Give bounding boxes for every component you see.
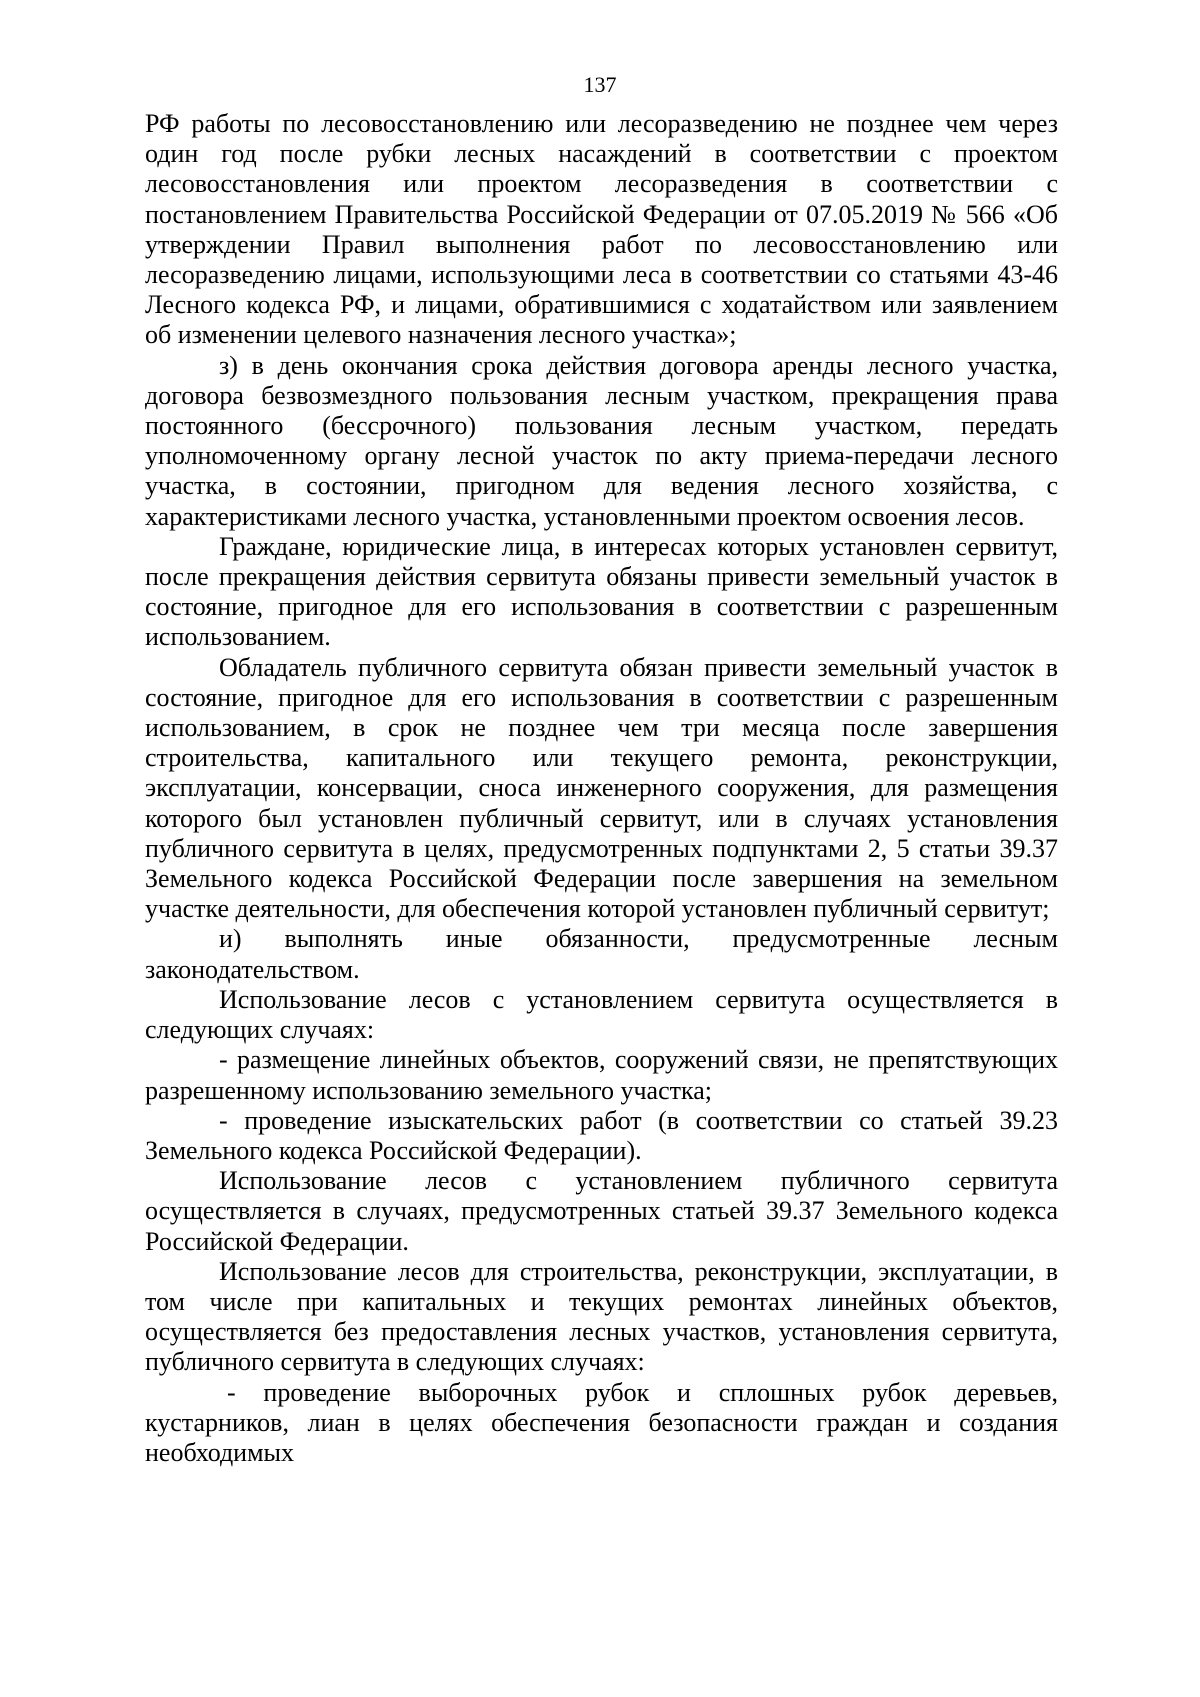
- list-item-linear-objects: - размещение линейных объектов, сооружений связи, не препятствующих разрешенному использованию земельного участка;: [145, 1045, 1058, 1105]
- paragraph-item-z: з) в день окончания срока действия договора аренды лесного участка, договора безвозмездного пользования лесным участком, прекращения права постоянного (бессрочного) пользования лесным участком, передать уполномоченному органу лесной участок по акту приема-передачи лесного участка, в состоянии, пригодном для ведения лесного хозяйства, с характеристиками лесного участка, установленными проектом освоения лесов.: [145, 350, 1058, 531]
- paragraph-servitude-obligation: Граждане, юридические лица, в интересах которых установлен сервитут, после прекращения действия сервитута обязаны привести земельный участок в состояние, пригодное для его использования в соответствии с разрешенным использованием.: [145, 531, 1058, 652]
- paragraph-public-servitude-cases: Использование лесов с установлением публичного сервитута осуществляется в случаях, предусмотренных статьей 39.37 Земельного кодекса Российской Федерации.: [145, 1166, 1058, 1256]
- paragraph-linear-objects-use: Использование лесов для строительства, реконструкции, эксплуатации, в том числе при капитальных и текущих ремонтах линейных объектов, осуществляется без предоставления лесных участков, установления сервитута, публичного сервитута в следующих случаях:: [145, 1256, 1058, 1377]
- paragraph-servitude-cases: Использование лесов с установлением сервитута осуществляется в следующих случаях:: [145, 984, 1058, 1045]
- paragraph-public-servitude-holder: Обладатель публичного сервитута обязан привести земельный участок в состояние, пригодное для его использования в соответствии с разрешенным использованием, в срок не позднее чем три месяца после завершения строительства, капитального или текущего ремонта, реконструкции, эксплуатации, консервации, сноса инженерного сооружения, для размещения которого был установлен публичный сервитут, или в случаях установления публичного сервитута в целях, предусмотренных подпунктами 2, 5 статьи 39.37 Земельного кодекса Российской Федерации после завершения на земельном участке деятельности, для обеспечения которой установлен публичный сервитут;: [145, 652, 1058, 924]
- list-item-survey-works: - проведение изыскательских работ (в соответствии со статьей 39.23 Земельного кодекса Российской Федерации).: [145, 1105, 1058, 1165]
- paragraph-continuation: РФ работы по лесовосстановлению или лесоразведению не позднее чем через один год после рубки лесных насаждений в соответствии с проектом лесовосстановления или проектом лесоразведения в соответствии с постановлением Правительства Российской Федерации от 07.05.2019 № 566 «Об утверждении Правил выполнения работ по лесовосстановлению или лесоразведению лицами, использующими леса в соответствии со статьями 43-46 Лесного кодекса РФ, и лицами, обратившимися с ходатайством или заявлением об изменении целевого назначения лесного участка»;: [145, 109, 1058, 350]
- page-number: 137: [583, 72, 617, 97]
- paragraph-item-i: и) выполнять иные обязанности, предусмотренные лесным законодательством.: [145, 924, 1058, 984]
- list-item-selective-felling: - проведение выборочных рубок и сплошных рубок деревьев, кустарников, лиан в целях обеспечения безопасности граждан и создания необходимых: [145, 1377, 1058, 1467]
- document-body: [145, 109, 1058, 1468]
